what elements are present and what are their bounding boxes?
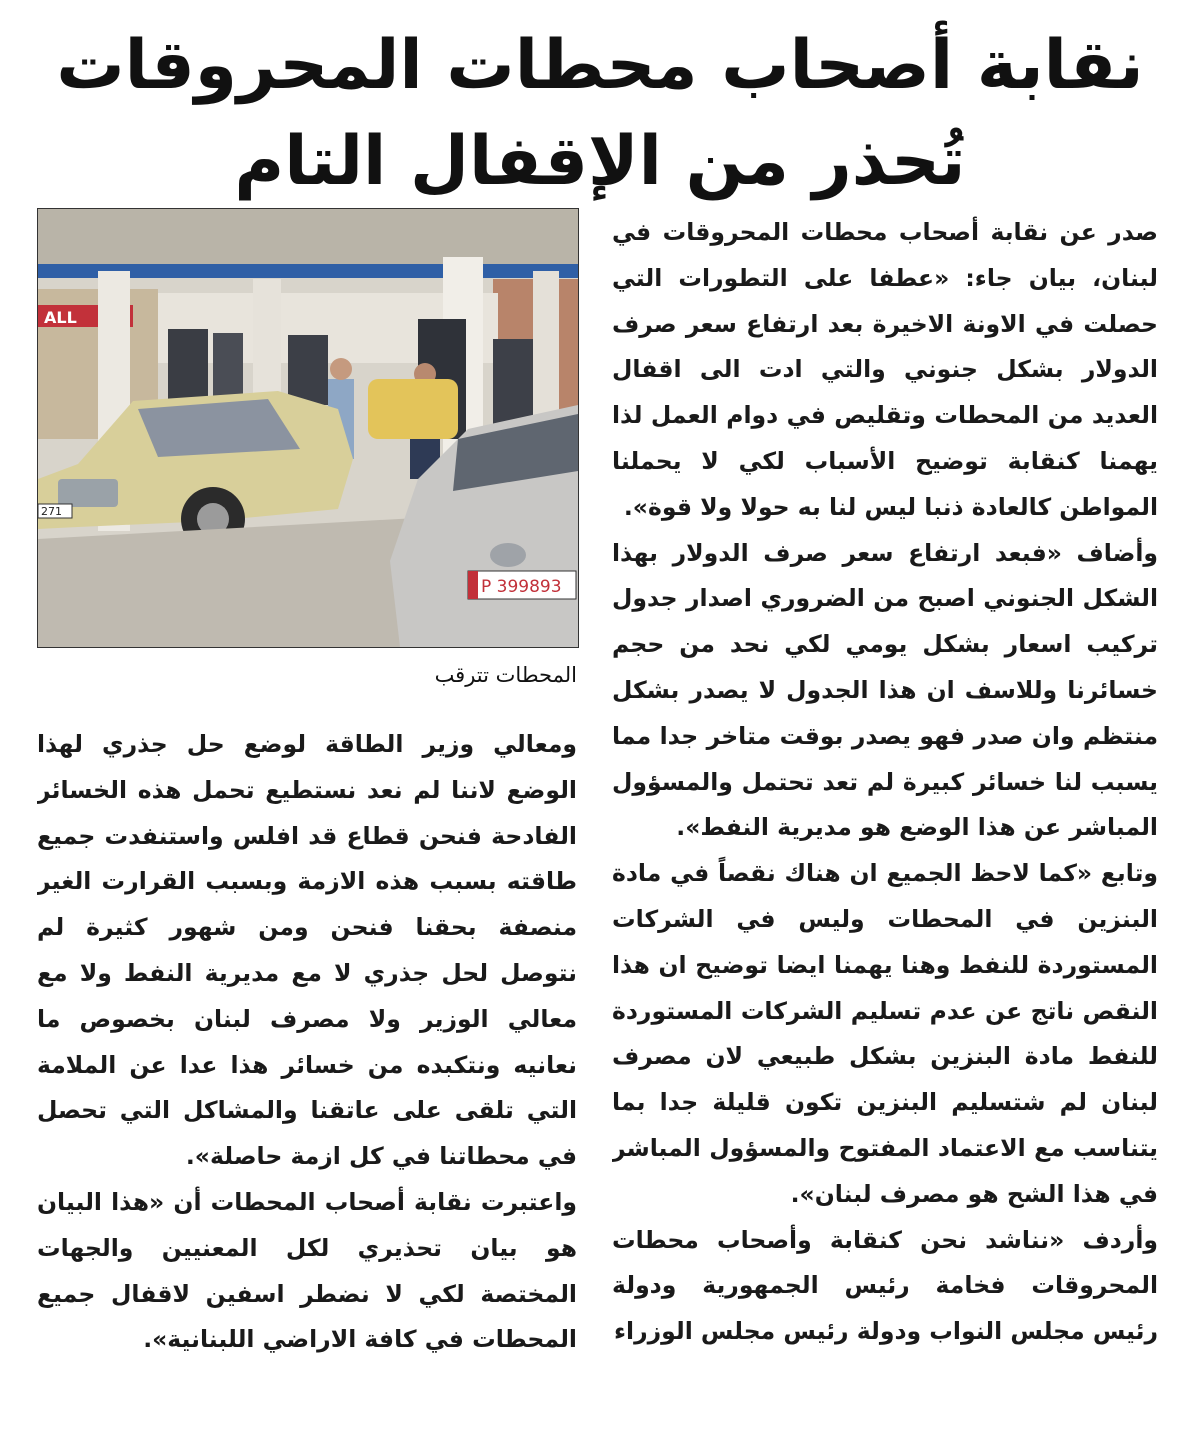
paragraph: وأردف «نناشد نحن كنقابة وأصحاب محطات المحروقات فخامة رئيس الجمهورية ودولة رئيس مجلس النواب ودولة رئيس مجلس الوزراء (612, 1225, 1158, 1346)
headline-line-2: تُحذر من الإقفال التام (234, 122, 966, 201)
paragraph: ومعالي وزير الطاقة لوضع حل جذري لهذا الوضع لاننا لم نعد نستطيع تحمل هذه الخسائر الفادحة فنحن قطاع قد افلس واستنفدت جميع طاقته بسبب هذه الازمة وبسبب القرارت الغير منصفة بحقنا فنحن ومن شهور كثيرة لم نتوصل لحل جذري لا مع مديرية النفط ولا مع معالي الوزير ولا مصرف لبنان بخصوص ما نعانيه ونتكبده من خسائر هذا عدا عن الملامة التي تلقى على عاتقنا والمشاكل التي تحصل في محطاتنا في كل ازمة حاصلة». (37, 730, 577, 1171)
headline-line-1: نقابة أصحاب محطات المحروقات (56, 26, 1144, 105)
plate-text: P 399893 (481, 577, 562, 597)
small-plate-text: 271 (41, 505, 62, 518)
paragraph: وأضاف «فبعد ارتفاع سعر صرف الدولار بهذا الشكل الجنوني اصبح من الضروري اصدار جدول تركيب اسعار بشكل يومي لكي نحد من حجم خسائرنا وللاسف ان هذا الجدول لا يصدر بشكل منتظم وان صدر فهو يصدر بوقت متاخر جدا مما يسبب لنا خسائر كبيرة لم تعد تحتمل والمسؤول المباشر عن هذا الوضع هو مديرية النفط». (612, 538, 1158, 842)
paragraph: صدر عن نقابة أصحاب محطات المحروقات في لبنان، بيان جاء: «عطفا على التطورات التي حصلت في الاونة الاخيرة بعد ارتفاع سعر صرف الدولار بشكل جنوني والتي ادت الى اقفال العديد من المحطات وتقليص في دوام العمل لذا يهمنا كنقابة توضيح الأسباب لكي لا يحملنا المواطن كالعادة ذنبا ليس لنا به حولا ولا قوة». (612, 218, 1158, 521)
gas-station-photo (38, 209, 578, 647)
photo-caption: المحطات تترقب (434, 663, 577, 687)
headline (30, 18, 1170, 210)
article-photo (37, 208, 579, 648)
article-column-left (37, 722, 577, 1434)
article-column-right (612, 210, 1158, 1435)
paragraph: واعتبرت نقابة أصحاب المحطات أن «هذا البيان هو بيان تحذيري لكل المعنيين والجهات المختصة لكي لا نضطر اسفين لاقفال جميع المحطات في كافة الاراضي اللبنانية». (37, 1187, 577, 1354)
paragraph: وتابع «كما لاحظ الجميع ان هناك نقصاً في مادة البنزين في المحطات وليس في الشركات المستوردة للنفط وهنا يهمنا ايضا توضيح ان هذا النقص ناتج عن عدم تسليم الشركات المستوردة للنفط مادة البنزين بشكل طبيعي لان مصرف لبنان لم شتسليم البنزين تكون قليلة جدا بما يتناسب مع الاعتماد المفتوح والمسؤول المباشر في هذا الشح هو مصرف لبنان». (612, 859, 1158, 1208)
sign-text: ALL (44, 308, 77, 327)
